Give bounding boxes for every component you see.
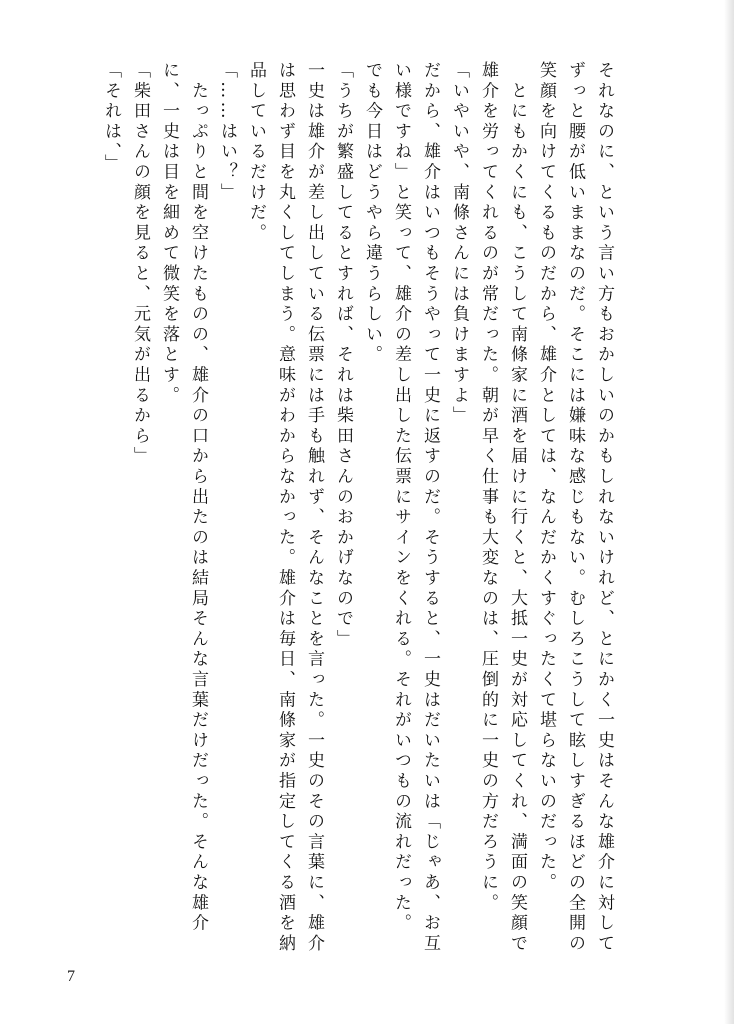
paragraph: とにもかくにも、こうして南條家に酒を届けに行くと、大抵一史が対応してくれ、満面の笑顔で雄介を労ってくれるのが常だった。朝が早く仕事も大変なのは、圧倒的に一史の方だろうに。 bbox=[478, 61, 527, 955]
page-number: 7 bbox=[67, 968, 75, 985]
paragraph: 「いやいや、南條さんには負けますよ」 bbox=[449, 61, 469, 427]
paragraph: でも今日はどうやら違うらしい。 bbox=[362, 61, 382, 366]
paragraph: 「……はい？」 bbox=[217, 61, 237, 204]
paragraph: だから、雄介はいつもそうやって一史に返すのだ。そうすると、一史はだいたいは「じゃあ、お互い様ですね」と笑って、雄介の差し出した伝票にサインをくれる。それがいつもの流れだった。 bbox=[391, 61, 440, 955]
paragraph: 「柴田さんの顔を見ると、元気が出るから」 bbox=[130, 61, 150, 467]
paragraph: それなのに、という言い方もおかしいのかもしれないけれど、とにかく一史はそんな雄介に対してずっと腰が低いままなのだ。そこには嫌味な感じもない。むしろこうして眩しすぎるほどの全開の笑顔を向けてくるものだから、雄介としては、なんだかくすぐったくて堪らないのだった。 bbox=[536, 61, 614, 955]
page-edge-shadow bbox=[724, 0, 734, 1024]
body-text bbox=[96, 61, 618, 961]
paragraph: 一史は雄介が差し出している伝票には手も触れず、そんなことを言った。一史のその言葉に、雄介は思わず目を丸くしてしまう。意味がわからなかった。雄介は毎日、南條家が指定してくる酒を納品しているだけだ。 bbox=[246, 61, 324, 955]
paragraph: 「それは、」 bbox=[101, 61, 121, 175]
paragraph: 「うちが繁盛してるとすれば、それは柴田さんのおかげなので」 bbox=[333, 61, 353, 650]
paragraph: たっぷりと間を空けたものの、雄介の口から出たのは結局そんな言葉だけだった。そんな雄介に、一史は目を細めて微笑を落とす。 bbox=[159, 61, 208, 934]
